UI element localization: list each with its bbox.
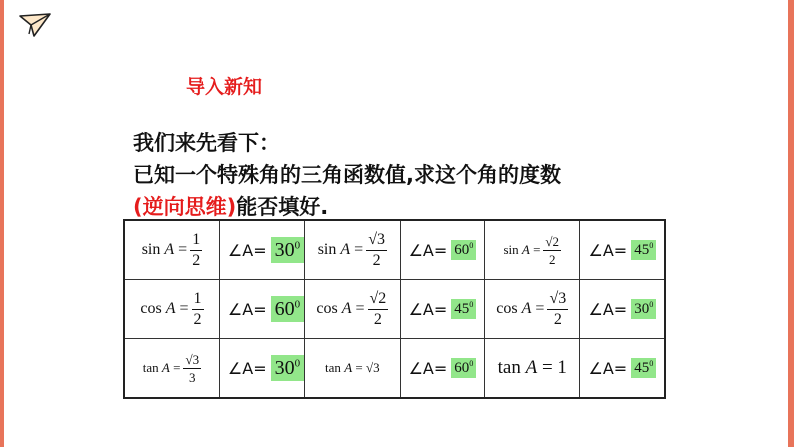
section-heading: 导入新知 [186,76,263,98]
expression-cell [485,220,580,280]
angle-label: ∠A= [588,240,628,260]
trig-table [123,219,666,399]
intro-line-1: 我们来先看下： [133,131,280,155]
sin-expression: sin A = $\frac{1}{2}$ [141,230,201,269]
answer-value: $30^0$ [271,355,305,381]
answer-cell [580,339,665,399]
intro-line-3-rest: 能否填好. [236,195,329,219]
expression-cell [305,280,400,339]
angle-label: ∠A= [408,358,448,378]
answer-value: $30^0$ [631,299,656,319]
expression-cell [485,339,580,399]
intro-line-2: 已知一个特殊角的三角函数值,求这个角的度数 [133,163,561,187]
answer-cell [580,220,665,280]
cos-expression: cos A = $\frac{1}{2}$ [140,289,202,328]
paper-plane-icon [18,12,52,38]
expression-cell [124,280,219,339]
angle-label: ∠A= [588,299,628,319]
angle-label: ∠A= [408,240,448,260]
angle-label: ∠A= [408,299,448,319]
answer-value: $45^0$ [631,358,656,378]
answer-cell [219,280,304,339]
answer-cell [219,220,304,280]
angle-label: ∠A= [588,358,628,378]
cos-expression: cos A = $\frac{√2}{2}$ [316,289,387,328]
answer-value: $30^0$ [271,237,305,263]
intro-text [133,127,561,223]
sin-expression: sin A = $\frac{√2}{2}$ [503,233,560,267]
answer-value: $60^0$ [451,240,476,260]
answer-value: $60^0$ [271,296,305,322]
expression-cell [124,339,219,399]
answer-value: $45^0$ [451,299,476,319]
sin-expression: sin A = $\frac{√3}{2}$ [317,230,385,269]
expression-cell [485,280,580,339]
expression-cell [124,220,219,280]
reverse-thinking-label: (逆向思维) [133,195,237,219]
answer-cell [400,339,484,399]
expression-cell [305,220,400,280]
table-row [124,220,665,280]
tan-expression: tan A = 1 [497,357,567,378]
right-border [788,0,794,447]
table-row [124,280,665,339]
answer-value: $60^0$ [451,358,476,378]
answer-cell [400,220,484,280]
angle-label: ∠A= [227,299,267,319]
answer-cell [219,339,304,399]
tan-expression: tan A = √3 [325,360,380,375]
cos-expression: cos A = $\frac{√3}{2}$ [496,289,567,328]
table-row [124,339,665,399]
left-border [0,0,4,447]
expression-cell [305,339,400,399]
answer-cell [400,280,484,339]
tan-expression: tan A = $\frac{√3}{3}$ [142,351,200,385]
angle-label: ∠A= [227,240,267,260]
answer-cell [580,280,665,339]
answer-value: $45^0$ [631,240,656,260]
angle-label: ∠A= [227,358,267,378]
